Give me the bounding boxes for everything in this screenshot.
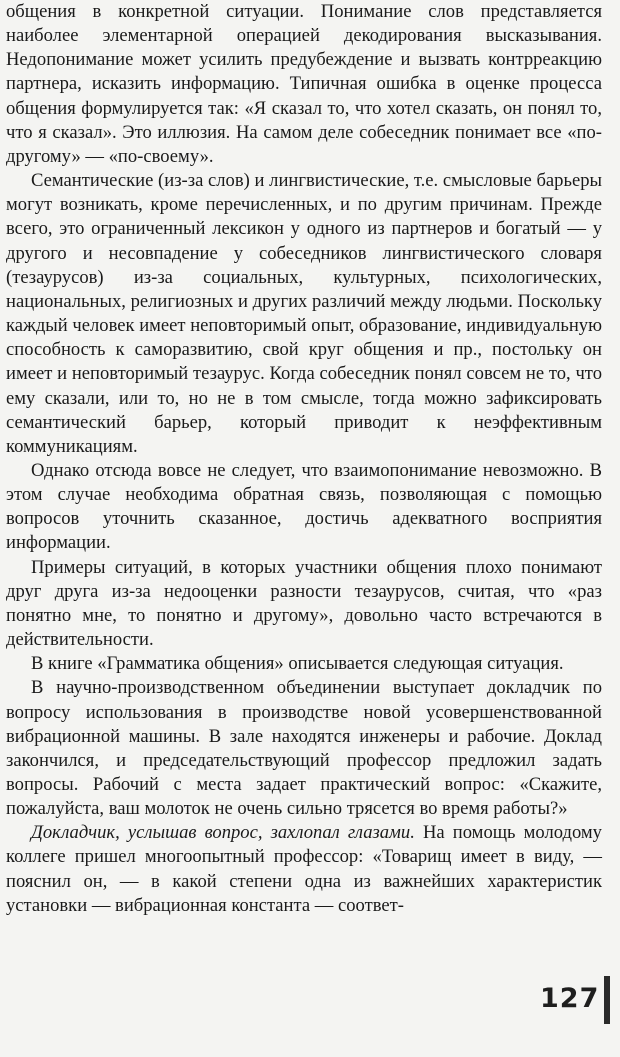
paragraph-7-italic: Докладчик, услышав вопрос, захлопал глазами.	[31, 822, 415, 844]
paragraph-5: В книге «Грамматика общения» описывается следующая ситуация.	[31, 653, 564, 675]
paragraph-6: В научно-производственном объединении выступает докладчик по вопросу использования в производстве новой усовершенствованной вибрационной машины. В зале находятся инженеры и рабочие. Доклад закончился, и председательствующий профессор предложил задать вопросы. Рабочий с места задает практический вопрос: «Скажите, пожалуйста, ваш молоток не очень сильно трясется во время работы?»	[6, 677, 602, 820]
page-number: 127	[540, 983, 600, 1014]
paragraph-7	[6, 821, 602, 918]
paragraph-7-rest: На помощь молодому коллеге пришел многоопытный профессор: «Товарищ имеет в виду, — пояснил он, — в какой степени одна из важнейших характеристик установки — вибрационная константа — соответ-	[6, 822, 602, 916]
page-text	[6, 0, 602, 918]
page-edge-bar	[604, 976, 610, 1024]
paragraph-4: Примеры ситуаций, в которых участники общения плохо понимают друг друга из-за недооценки разности тезаурусов, считая, что «раз понятно мне, то понятно и другому», довольно часто встречаются в действительности.	[6, 556, 602, 651]
paragraph-3: Однако отсюда вовсе не следует, что взаимопонимание невозможно. В этом случае необходима обратная связь, позволяющая с помощью вопросов уточнить сказанное, достичь адекватного восприятия информации.	[6, 459, 602, 554]
paragraph-2: Семантические (из-за слов) и лингвистические, т.е. смысловые барьеры могут возникать, кроме перечисленных, и по другим причинам. Прежде всего, это ограниченный лексикон у одного из партнеров и богатый — у другого и несовпадение у собеседников лингвистического словаря (тезаурусов) из-за социальных, культурных, психологических, национальных, религиозных и других различий между людьми. Поскольку каждый человек имеет неповторимый опыт, образование, индивидуальную способность к саморазвитию, свой круг общения и пр., постольку он имеет и неповторимый тезаурус. Когда собеседник понял совсем не то, что ему сказали, или то, но не в том смысле, тогда можно зафиксировать семантический барьер, который приводит к неэффективным коммуникациям.	[6, 170, 602, 457]
paragraph-1: общения в конкретной ситуации. Понимание слов представляется наиболее элементарной операцией декодирования высказывания. Недопонимание может усилить предубеждение и вызвать контрреакцию партнера, исказить информацию. Типичная ошибка в оценке процесса общения формулируется так: «Я сказал то, что хотел сказать, он понял то, что я сказал». Это иллюзия. На самом деле собеседник понимает все «по-другому» — «по-своему».	[6, 1, 602, 167]
